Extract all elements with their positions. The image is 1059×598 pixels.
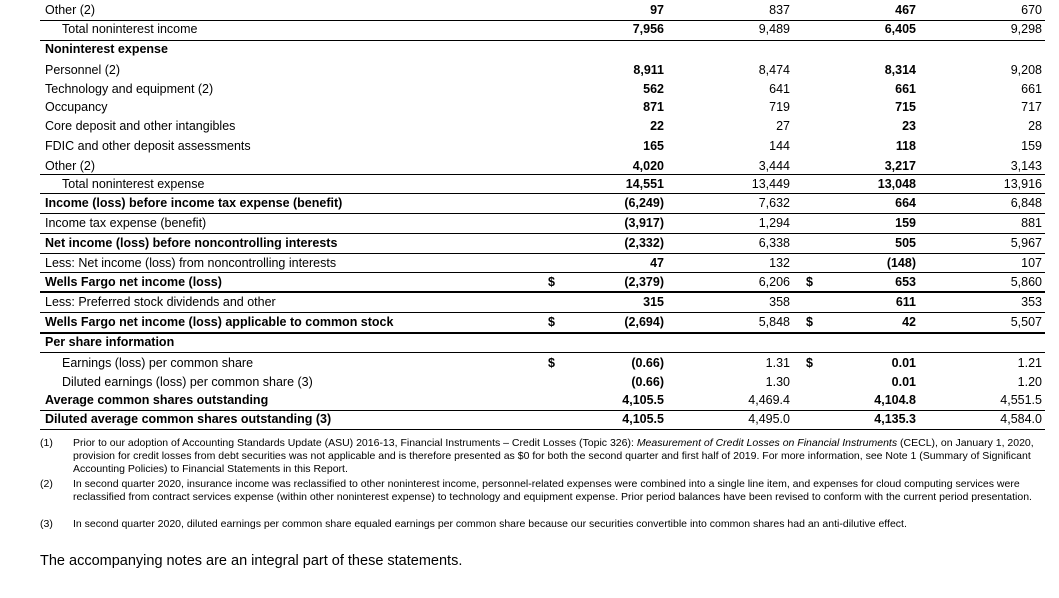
table-row [0, 61, 1059, 81]
footnote-text: Prior to our adoption of Accounting Standards Update (ASU) 2016-13, Financial Instruments – Credit Losses (Topic 326): Measurement of Credit Losses on Financial Instruments (CECL), on January 1, 2020, provision for credit losses from debt securities was not applicable and is therefore presented as $0 for both the second quarter and first half of 2019. For more information, see Note 1 (Summary of Significant Accounting Policies) to Financial Statements in this Report. [73, 437, 1034, 475]
value-cell-col3: 505 [895, 236, 916, 250]
rule [40, 213, 1045, 214]
value-cell-col2: 6,338 [758, 236, 790, 250]
value-cell-col4: 1.21 [1017, 356, 1042, 370]
dollar-sign: $ [548, 275, 555, 289]
row-label: Total noninterest expense [62, 177, 205, 191]
table-row [0, 313, 1059, 333]
value-cell-col4: 6,848 [1010, 196, 1042, 210]
value-cell-col1: 871 [643, 100, 664, 114]
value-cell-col1: (3,917) [624, 216, 664, 230]
value-cell-col4: 9,208 [1010, 63, 1042, 77]
value-cell-col2: 358 [769, 295, 790, 309]
value-cell-col4: 717 [1021, 100, 1042, 114]
value-cell-col2: 4,469.4 [748, 393, 790, 407]
rule [40, 233, 1045, 234]
footnote-text: In second quarter 2020, diluted earnings per common share equaled earnings per common share because our securities convertible into common shares had an anti-dilutive effect. [73, 518, 907, 530]
value-cell-col2: 1.30 [765, 375, 790, 389]
value-cell-col3: 118 [895, 139, 916, 153]
value-cell-col2: 641 [769, 82, 790, 96]
row-label: Occupancy [45, 100, 108, 114]
table-row [0, 293, 1059, 313]
table-row [0, 137, 1059, 157]
table-row [0, 40, 1059, 60]
row-label: Less: Net income (loss) from noncontrolling interests [45, 256, 337, 270]
rule [40, 429, 1045, 430]
value-cell-col3: 653 [895, 275, 916, 289]
value-cell-col3: 661 [895, 82, 916, 96]
value-cell-col2: 9,489 [758, 22, 790, 36]
row-label: Wells Fargo net income (loss) [45, 275, 222, 289]
row-label: Noninterest expense [45, 42, 168, 56]
row-label: FDIC and other deposit assessments [45, 139, 251, 153]
table-row [0, 234, 1059, 254]
closing-note: The accompanying notes are an integral part of these statements. [40, 553, 463, 569]
value-cell-col3: 6,405 [884, 22, 916, 36]
value-cell-col4: 3,143 [1010, 159, 1042, 173]
table-row [0, 20, 1059, 40]
value-cell-col2: 3,444 [758, 159, 790, 173]
value-cell-col1: (2,694) [624, 315, 664, 329]
value-cell-col1: 47 [650, 256, 664, 270]
value-cell-col3: 8,314 [884, 63, 916, 77]
value-cell-col1: 4,105.5 [622, 412, 664, 426]
row-label: Diluted average common shares outstanding (3) [45, 412, 332, 426]
table-row [0, 194, 1059, 214]
table-row [0, 273, 1059, 293]
value-cell-col2: 8,474 [758, 63, 790, 77]
value-cell-col4: 670 [1021, 3, 1042, 17]
value-cell-col4: 353 [1021, 295, 1042, 309]
value-cell-col3: 715 [895, 100, 916, 114]
value-cell-col1: 7,956 [632, 22, 664, 36]
row-label: Net income (loss) before noncontrolling interests [45, 236, 338, 250]
rule [40, 40, 1045, 41]
rule [40, 253, 1045, 254]
footnote-1 [40, 437, 1050, 479]
value-cell-col2: 6,206 [758, 275, 790, 289]
value-cell-col3: 467 [895, 3, 916, 17]
value-cell-col3: 159 [895, 216, 916, 230]
value-cell-col2: 27 [776, 119, 790, 133]
footnote-number: (1) [40, 437, 53, 449]
value-cell-col1: 22 [650, 119, 664, 133]
value-cell-col4: 107 [1021, 256, 1042, 270]
value-cell-col1: (0.66) [631, 356, 664, 370]
rule [40, 352, 1045, 353]
value-cell-col3: 0.01 [891, 375, 916, 389]
value-cell-col1: (6,249) [624, 196, 664, 210]
table-row [0, 333, 1059, 353]
value-cell-col4: 5,860 [1010, 275, 1042, 289]
value-cell-col4: 4,551.5 [1000, 393, 1042, 407]
dollar-sign: $ [548, 315, 555, 329]
table-row [0, 80, 1059, 100]
value-cell-col4: 9,298 [1010, 22, 1042, 36]
value-cell-col2: 837 [769, 3, 790, 17]
dollar-sign: $ [806, 275, 813, 289]
value-cell-col2: 4,495.0 [748, 412, 790, 426]
row-label: Other (2) [45, 3, 96, 17]
table-row [0, 214, 1059, 234]
value-cell-col4: 881 [1021, 216, 1042, 230]
table-row [0, 391, 1059, 411]
rule [40, 20, 1045, 21]
row-label: Core deposit and other intangibles [45, 119, 236, 133]
value-cell-col3: 3,217 [884, 159, 916, 173]
footnote-2 [40, 478, 1050, 518]
rule [40, 291, 1045, 293]
value-cell-col3: 664 [895, 196, 916, 210]
value-cell-col2: 1.31 [765, 356, 790, 370]
table-row [0, 354, 1059, 374]
table-row [0, 254, 1059, 274]
row-label: Other (2) [45, 159, 96, 173]
rule [40, 410, 1045, 411]
value-cell-col3: (148) [886, 256, 916, 270]
value-cell-col1: (2,379) [624, 275, 664, 289]
value-cell-col4: 5,967 [1010, 236, 1042, 250]
value-cell-col4: 1.20 [1017, 375, 1042, 389]
dollar-sign: $ [806, 356, 813, 370]
table-row [0, 98, 1059, 118]
footnote-3 [40, 518, 1050, 532]
value-cell-col1: 8,911 [633, 63, 664, 77]
value-cell-col3: 611 [895, 295, 916, 309]
value-cell-col2: 1,294 [758, 216, 790, 230]
value-cell-col2: 144 [769, 139, 790, 153]
rule [40, 332, 1045, 334]
value-cell-col2: 5,848 [758, 315, 790, 329]
value-cell-col1: 165 [643, 139, 664, 153]
table-row [0, 410, 1059, 430]
value-cell-col4: 5,507 [1010, 315, 1042, 329]
row-label: Personnel (2) [45, 63, 121, 77]
row-label: Technology and equipment (2) [45, 82, 214, 96]
value-cell-col4: 28 [1028, 119, 1042, 133]
value-cell-col3: 4,135.3 [874, 412, 916, 426]
value-cell-col4: 13,916 [1003, 177, 1042, 191]
value-cell-col3: 0.01 [891, 356, 916, 370]
table-row [0, 117, 1059, 137]
dollar-sign: $ [806, 315, 813, 329]
row-label: Wells Fargo net income (loss) applicable to common stock [45, 315, 394, 329]
row-label: Earnings (loss) per common share [62, 356, 254, 370]
value-cell-col1: 97 [650, 3, 664, 17]
footnote-text: In second quarter 2020, insurance income was reclassified to other noninterest income, personnel-related expenses were combined into a single line item, and expenses for cloud computing services were reclassified from contract services expense (within other noninterest expense) to technology and equipment expense. Prior period balances have been revised to conform with the current period presentation. [73, 478, 1032, 503]
value-cell-col2: 132 [769, 256, 790, 270]
value-cell-col2: 719 [769, 100, 790, 114]
value-cell-col1: 562 [643, 82, 664, 96]
row-label: Income tax expense (benefit) [45, 216, 207, 230]
table-row [0, 175, 1059, 195]
value-cell-col1: 14,551 [625, 177, 664, 191]
value-cell-col4: 661 [1021, 82, 1042, 96]
value-cell-col3: 42 [902, 315, 916, 329]
value-cell-col2: 13,449 [751, 177, 790, 191]
value-cell-col3: 4,104.8 [874, 393, 916, 407]
value-cell-col4: 159 [1021, 139, 1042, 153]
value-cell-col1: 4,105.5 [622, 393, 664, 407]
footnote-number: (2) [40, 478, 53, 490]
dollar-sign: $ [548, 356, 555, 370]
row-label: Less: Preferred stock dividends and other [45, 295, 276, 309]
table-row [0, 1, 1059, 21]
value-cell-col1: (2,332) [624, 236, 664, 250]
value-cell-col4: 4,584.0 [1000, 412, 1042, 426]
rule [40, 312, 1045, 313]
row-label: Average common shares outstanding [45, 393, 269, 407]
footnote-number: (3) [40, 518, 53, 530]
value-cell-col2: 7,632 [758, 196, 790, 210]
row-label: Income (loss) before income tax expense (benefit) [45, 196, 343, 210]
row-label: Per share information [45, 335, 175, 349]
rule [40, 174, 1045, 175]
value-cell-col3: 13,048 [877, 177, 916, 191]
rule [40, 272, 1045, 273]
rule [40, 193, 1045, 194]
value-cell-col3: 23 [902, 119, 916, 133]
row-label: Diluted earnings (loss) per common share (3) [62, 375, 313, 389]
table-row [0, 373, 1059, 393]
value-cell-col1: 315 [643, 295, 664, 309]
row-label: Total noninterest income [62, 22, 198, 36]
value-cell-col1: (0.66) [631, 375, 664, 389]
value-cell-col1: 4,020 [632, 159, 664, 173]
